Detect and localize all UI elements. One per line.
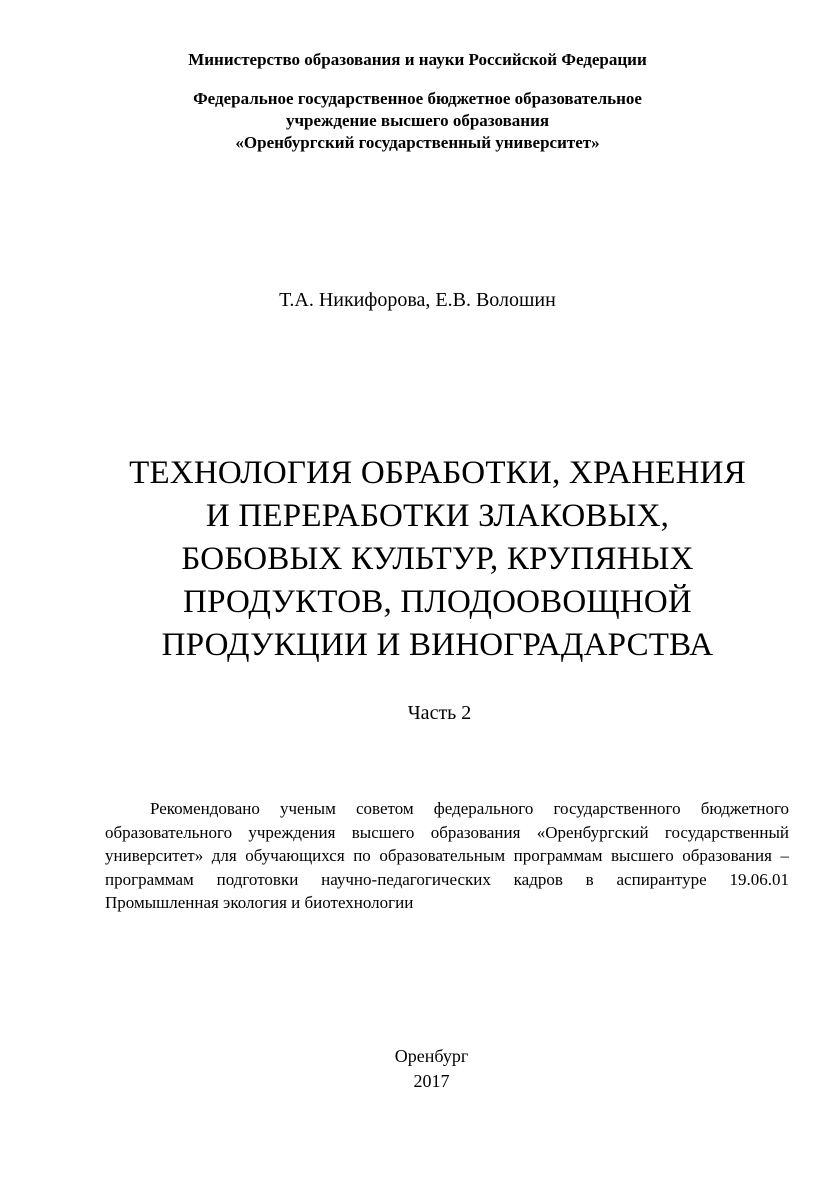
authors: Т.А. Никифорова, Е.В. Волошин: [279, 289, 556, 311]
institution-line: «Оренбургский государственный университет»: [235, 133, 600, 152]
recommendation-text: Рекомендовано ученым советом федерального государственного бюджетного образовательного учреждения высшего образования «Оренбургский государственный университет» для обучающихся по образовательным программам высшего образования – программам подготовки научно-педагогических кадров в аспирантуре 19.06.01 Промышленная экология и биотехнологии: [105, 799, 789, 912]
institution-line: учреждение высшего образования: [285, 111, 550, 130]
institution-line: Федеральное государственное бюджетное образовательное: [193, 89, 642, 108]
title-line: ТЕХНОЛОГИЯ ОБРАБОТКИ, ХРАНЕНИЯ: [129, 455, 746, 491]
title-line: ПРОДУКТОВ, ПЛОДООВОЩНОЙ: [183, 584, 692, 620]
book-title: [20, 452, 835, 667]
institution-heading: [0, 88, 835, 154]
title-line: БОБОВЫХ КУЛЬТУР, КРУПЯНЫХ: [181, 541, 694, 577]
ministry-heading: Министерство образования и науки Российской Федерации: [188, 50, 647, 69]
title-line: И ПЕРЕРАБОТКИ ЗЛАКОВЫХ,: [205, 498, 670, 534]
part-number: Часть 2: [407, 702, 472, 724]
publication-year: 2017: [413, 1071, 450, 1091]
publication-city: Оренбург: [394, 1046, 469, 1066]
title-line: ПРОДУКЦИИ И ВИНОГРАДАРСТВА: [161, 627, 714, 663]
